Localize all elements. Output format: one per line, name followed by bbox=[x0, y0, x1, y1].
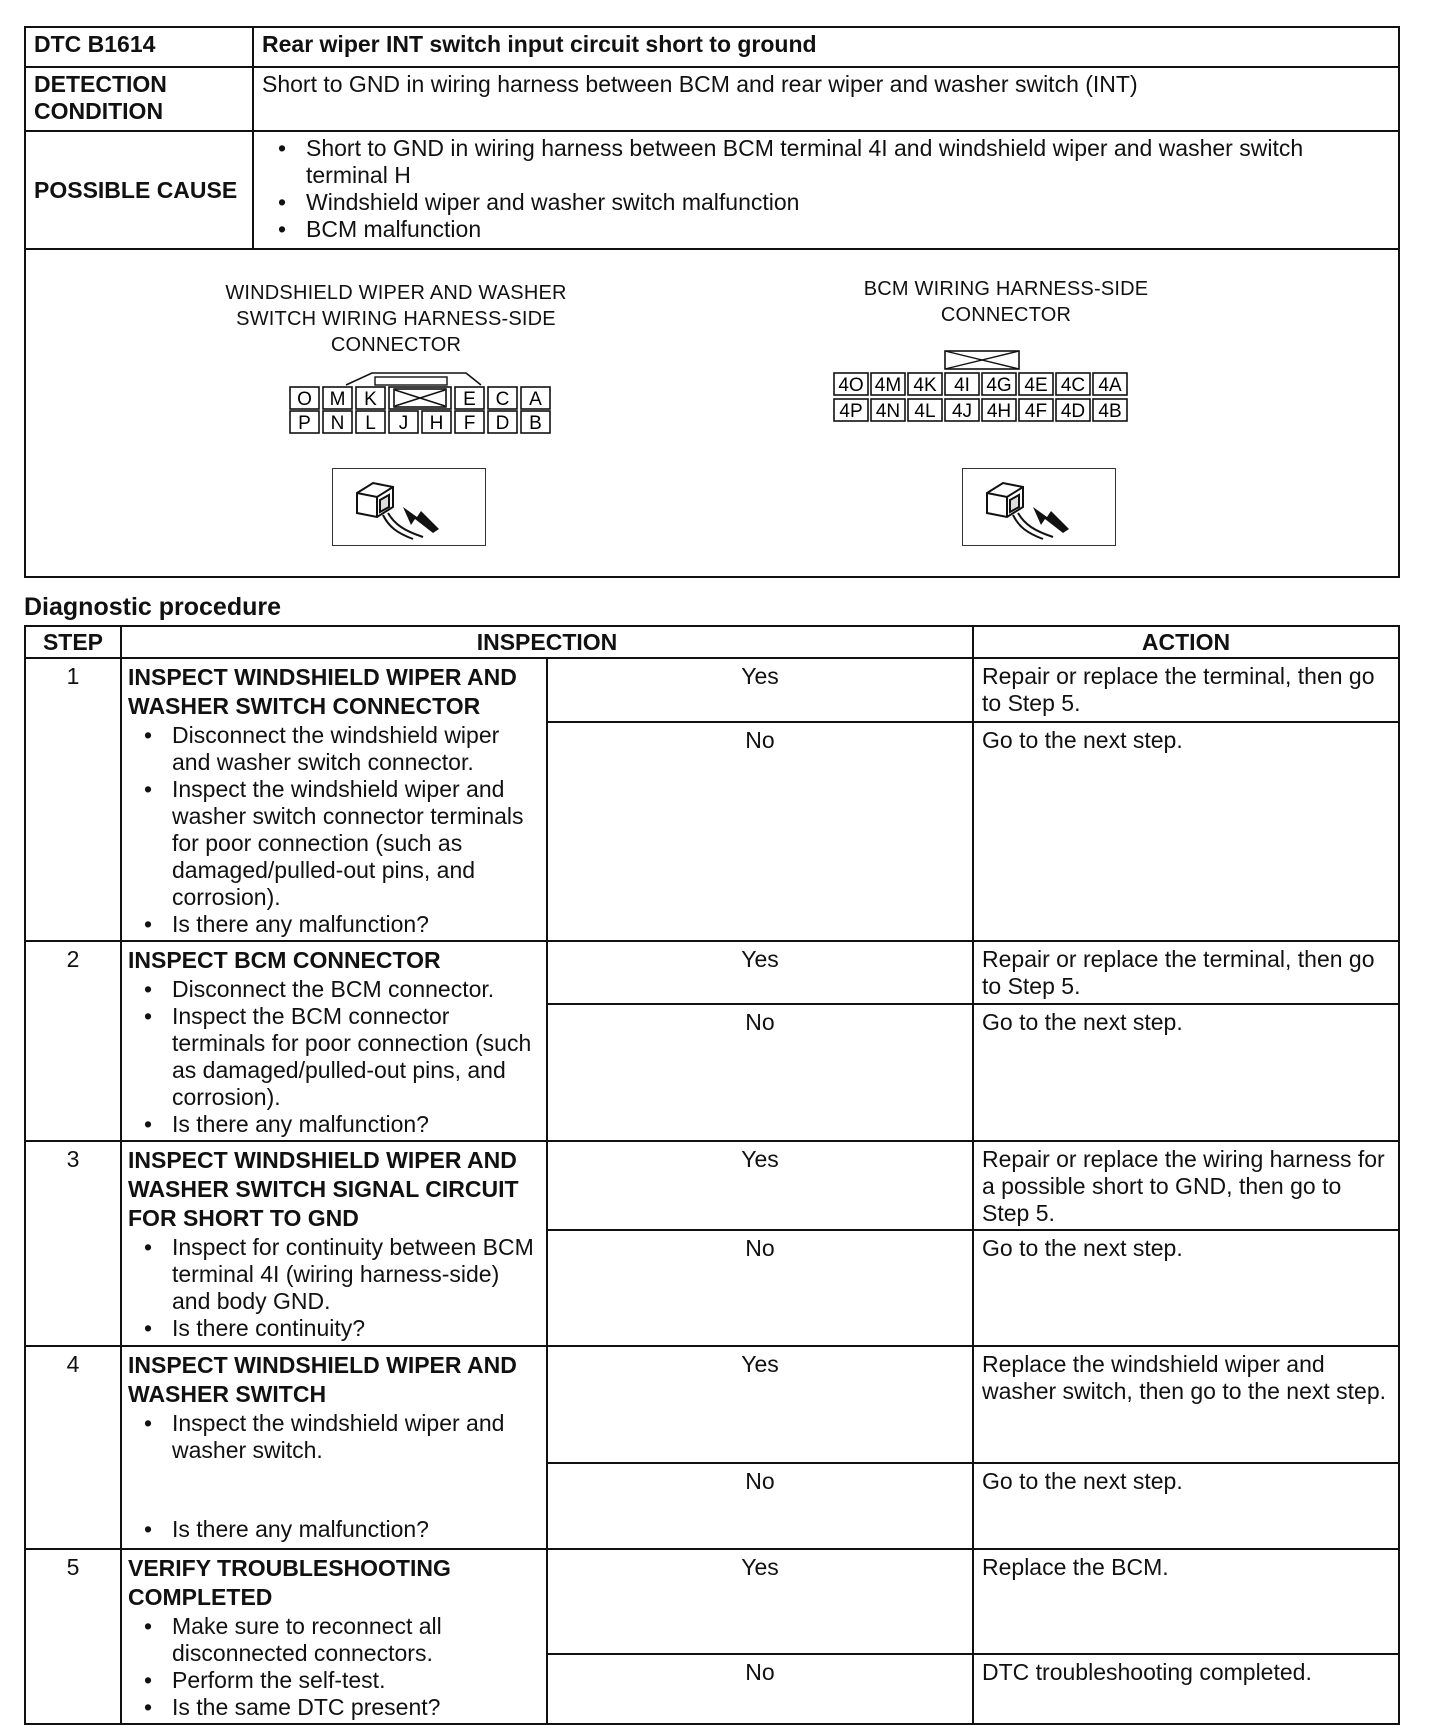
step-items bbox=[128, 976, 540, 1138]
header-action: ACTION bbox=[973, 626, 1399, 658]
step-item: • Is there any malfunction? bbox=[172, 1111, 540, 1138]
bcm-terminal-label: 4D bbox=[1060, 401, 1086, 422]
yes-label: Yes bbox=[547, 1549, 973, 1654]
bcm-terminal-label: 4I bbox=[954, 375, 970, 396]
left-terminal-label: F bbox=[463, 413, 476, 434]
yes-action: Replace the windshield wiper and washer switch, then go to the next step. bbox=[973, 1346, 1399, 1463]
yes-action: Repair or replace the wiring harness for a possible short to GND, then go to Step 5. bbox=[973, 1141, 1399, 1230]
dtc-code: DTC B1614 bbox=[25, 27, 253, 67]
possible-cause-item: • Short to GND in wiring harness between BCM terminal 4I and windshield wiper and washer switch terminal H bbox=[306, 135, 1390, 189]
possible-cause-list bbox=[262, 135, 1390, 243]
left-terminal-label: H bbox=[429, 413, 444, 434]
bcm-terminal-label: 4J bbox=[951, 401, 973, 422]
connector-harness-side-icon bbox=[962, 468, 1116, 546]
bcm-terminal-label: 4O bbox=[838, 375, 864, 396]
left-terminal-label: K bbox=[364, 389, 377, 410]
yes-label: Yes bbox=[547, 1346, 973, 1463]
step-item: • Is the same DTC present? bbox=[172, 1694, 540, 1721]
yes-label: Yes bbox=[547, 941, 973, 1004]
bcm-terminal-label: 4K bbox=[913, 375, 937, 396]
possible-cause-item: • BCM malfunction bbox=[306, 216, 1390, 243]
left-title-line: CONNECTOR bbox=[330, 334, 462, 356]
step-number: 5 bbox=[25, 1549, 121, 1724]
header-inspection: INSPECTION bbox=[121, 626, 973, 658]
step-inspection bbox=[121, 658, 547, 941]
step-item: • Make sure to reconnect all disconnected connectors. bbox=[172, 1613, 540, 1667]
table-row bbox=[25, 941, 1399, 1004]
table-row bbox=[25, 1141, 1399, 1230]
bcm-connector-diagram bbox=[832, 349, 1142, 427]
step-number: 4 bbox=[25, 1346, 121, 1549]
bcm-terminal-label: 4F bbox=[1024, 401, 1048, 422]
left-title-line: SWITCH WIRING HARNESS-SIDE bbox=[236, 308, 556, 330]
step-item: • Is there any malfunction? bbox=[172, 911, 540, 938]
yes-action: Repair or replace the terminal, then go to Step 5. bbox=[973, 658, 1399, 722]
step-items bbox=[128, 722, 540, 938]
no-action: DTC troubleshooting completed. bbox=[973, 1654, 1399, 1724]
step-item: • Is there continuity? bbox=[172, 1315, 540, 1342]
bcm-terminal-label: 4C bbox=[1060, 375, 1086, 396]
step-items bbox=[128, 1234, 540, 1342]
step-item: • Inspect the windshield wiper and washer switch connector terminals for poor connection (such as damaged/pulled-out pins, and corrosion). bbox=[172, 776, 540, 911]
step-item: • Inspect the windshield wiper and washer switch. bbox=[172, 1410, 540, 1464]
dtc-title: Rear wiper INT switch input circuit short to ground bbox=[253, 27, 1399, 67]
step-title: INSPECT WINDSHIELD WIPER AND WASHER SWITCH bbox=[128, 1352, 517, 1407]
step-title: INSPECT WINDSHIELD WIPER AND WASHER SWITCH SIGNAL CIRCUIT FOR SHORT TO GND bbox=[128, 1147, 519, 1231]
yes-label: Yes bbox=[547, 1141, 973, 1230]
step-inspection bbox=[121, 1346, 547, 1549]
right-title-line: BCM WIRING HARNESS-SIDE bbox=[863, 278, 1149, 300]
step-inspection bbox=[121, 941, 547, 1141]
step-title: INSPECT BCM CONNECTOR bbox=[128, 947, 441, 973]
left-terminal-label: O bbox=[297, 389, 312, 410]
left-terminal-label: C bbox=[495, 389, 510, 410]
possible-cause-item: • Windshield wiper and washer switch malfunction bbox=[306, 189, 1390, 216]
left-terminal-label: A bbox=[529, 389, 542, 410]
no-action: Go to the next step. bbox=[973, 1463, 1399, 1549]
no-label: No bbox=[547, 1230, 973, 1346]
no-label: No bbox=[547, 722, 973, 941]
step-number: 2 bbox=[25, 941, 121, 1141]
yes-label: Yes bbox=[547, 658, 973, 722]
left-terminal-label: N bbox=[330, 413, 345, 434]
step-items bbox=[128, 1410, 540, 1543]
possible-cause-list-cell bbox=[253, 131, 1399, 249]
step-title: VERIFY TROUBLESHOOTING COMPLETED bbox=[128, 1555, 451, 1610]
bcm-terminal-label: 4A bbox=[1098, 375, 1122, 396]
step-item: • Is there any malfunction? bbox=[172, 1516, 540, 1543]
step-item: • Disconnect the BCM connector. bbox=[172, 976, 540, 1003]
connector-harness-side-icon bbox=[332, 468, 486, 546]
switch-connector-diagram bbox=[276, 367, 556, 439]
left-terminal-label: E bbox=[463, 389, 476, 410]
detection-condition-value: Short to GND in wiring harness between BCM and rear wiper and washer switch (INT) bbox=[253, 67, 1399, 131]
step-item: • Inspect the BCM connector terminals for poor connection (such as damaged/pulled-out pins, and corrosion). bbox=[172, 1003, 540, 1111]
bcm-terminal-label: 4M bbox=[874, 375, 902, 396]
yes-action: Replace the BCM. bbox=[973, 1549, 1399, 1654]
detection-condition-label: DETECTION CONDITION bbox=[25, 67, 253, 131]
step-title: INSPECT WINDSHIELD WIPER AND WASHER SWITCH CONNECTOR bbox=[128, 664, 517, 719]
right-connector-title bbox=[836, 276, 1176, 328]
procedure-heading: Diagnostic procedure bbox=[24, 593, 281, 621]
left-terminal-label: L bbox=[365, 413, 376, 434]
connector-figures bbox=[26, 250, 1398, 576]
connector-figure-cell bbox=[25, 249, 1399, 577]
no-label: No bbox=[547, 1654, 973, 1724]
step-inspection bbox=[121, 1141, 547, 1346]
no-label: No bbox=[547, 1004, 973, 1141]
step-number: 1 bbox=[25, 658, 121, 941]
right-title-line: CONNECTOR bbox=[940, 304, 1072, 326]
possible-cause-label: POSSIBLE CAUSE bbox=[25, 131, 253, 249]
step-number: 3 bbox=[25, 1141, 121, 1346]
left-terminal-label: P bbox=[298, 413, 311, 434]
procedure-table bbox=[24, 625, 1400, 1725]
bcm-terminal-label: 4G bbox=[986, 375, 1012, 396]
bcm-terminal-label: 4P bbox=[839, 401, 863, 422]
bcm-terminal-label: 4L bbox=[914, 401, 936, 422]
header-step: STEP bbox=[25, 626, 121, 658]
no-action: Go to the next step. bbox=[973, 1230, 1399, 1346]
table-row bbox=[25, 1549, 1399, 1654]
table-row bbox=[25, 1346, 1399, 1463]
left-terminal-label: M bbox=[329, 389, 346, 410]
step-item: • Inspect for continuity between BCM terminal 4I (wiring harness-side) and body GND. bbox=[172, 1234, 540, 1315]
no-action: Go to the next step. bbox=[973, 1004, 1399, 1141]
no-action: Go to the next step. bbox=[973, 722, 1399, 941]
table-row bbox=[25, 658, 1399, 722]
bcm-terminal-label: 4E bbox=[1024, 375, 1048, 396]
bcm-terminal-label: 4N bbox=[875, 401, 901, 422]
procedure-header-row bbox=[25, 626, 1399, 658]
no-label: No bbox=[547, 1463, 973, 1549]
step-item: • Disconnect the windshield wiper and washer switch connector. bbox=[172, 722, 540, 776]
dtc-info-table bbox=[24, 26, 1400, 578]
left-connector-title bbox=[206, 280, 586, 358]
step-items bbox=[128, 1613, 540, 1721]
step-inspection bbox=[121, 1549, 547, 1724]
bcm-terminal-label: 4B bbox=[1098, 401, 1122, 422]
bcm-terminal-label: 4H bbox=[986, 401, 1012, 422]
left-terminal-label: D bbox=[495, 413, 510, 434]
left-title-line: WINDSHIELD WIPER AND WASHER bbox=[225, 282, 567, 304]
left-terminal-label: B bbox=[529, 413, 542, 434]
left-terminal-label: J bbox=[398, 413, 409, 434]
yes-action: Repair or replace the terminal, then go to Step 5. bbox=[973, 941, 1399, 1004]
step-item: • Perform the self-test. bbox=[172, 1667, 540, 1694]
